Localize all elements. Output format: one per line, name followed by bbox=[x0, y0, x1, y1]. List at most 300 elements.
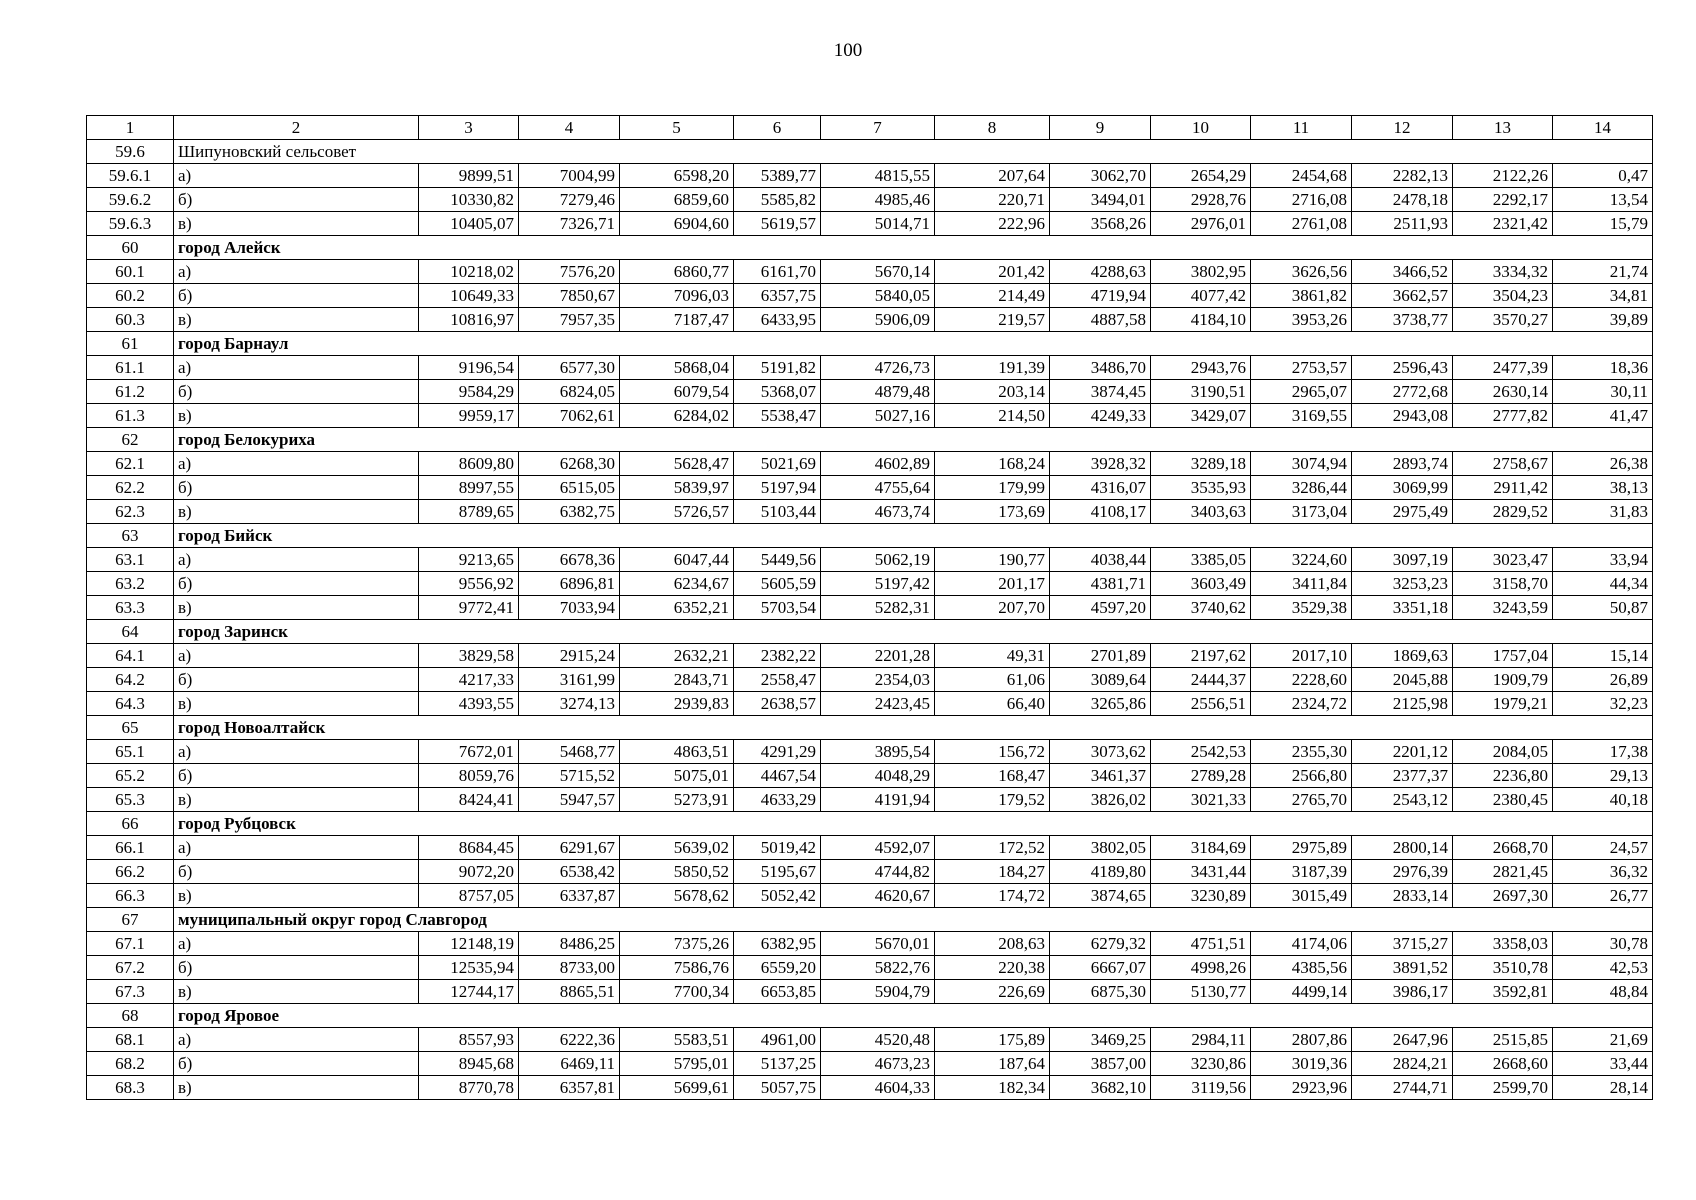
table-row bbox=[87, 476, 1653, 500]
value-cell: 3486,70 bbox=[1050, 356, 1151, 380]
value-cell: 4726,73 bbox=[821, 356, 935, 380]
value-cell: 168,24 bbox=[935, 452, 1050, 476]
row-label: б) bbox=[174, 860, 419, 884]
value-cell: 208,63 bbox=[935, 932, 1050, 956]
value-cell: 2125,98 bbox=[1352, 692, 1453, 716]
value-cell: 24,57 bbox=[1553, 836, 1653, 860]
value-cell: 2292,17 bbox=[1453, 188, 1553, 212]
value-cell: 2380,45 bbox=[1453, 788, 1553, 812]
value-cell: 2807,86 bbox=[1251, 1028, 1352, 1052]
value-cell: 222,96 bbox=[935, 212, 1050, 236]
value-cell: 3184,69 bbox=[1151, 836, 1251, 860]
value-cell: 5605,59 bbox=[734, 572, 821, 596]
row-number: 67.2 bbox=[87, 956, 174, 980]
value-cell: 40,18 bbox=[1553, 788, 1653, 812]
value-cell: 5130,77 bbox=[1151, 980, 1251, 1004]
value-cell: 3411,84 bbox=[1251, 572, 1352, 596]
value-cell: 5389,77 bbox=[734, 164, 821, 188]
section-title: город Рубцовск bbox=[174, 812, 1653, 836]
section-row bbox=[87, 908, 1653, 932]
section-number: 66 bbox=[87, 812, 174, 836]
value-cell: 2596,43 bbox=[1352, 356, 1453, 380]
value-cell: 4288,63 bbox=[1050, 260, 1151, 284]
value-cell: 5678,62 bbox=[620, 884, 734, 908]
value-cell: 1909,79 bbox=[1453, 668, 1553, 692]
value-cell: 2321,42 bbox=[1453, 212, 1553, 236]
row-number: 67.1 bbox=[87, 932, 174, 956]
value-cell: 2638,57 bbox=[734, 692, 821, 716]
value-cell: 4249,33 bbox=[1050, 404, 1151, 428]
value-cell: 184,27 bbox=[935, 860, 1050, 884]
value-cell: 2943,08 bbox=[1352, 404, 1453, 428]
section-title: Шипуновский сельсовет bbox=[174, 140, 1653, 164]
value-cell: 2984,11 bbox=[1151, 1028, 1251, 1052]
value-cell: 2753,57 bbox=[1251, 356, 1352, 380]
value-cell: 3169,55 bbox=[1251, 404, 1352, 428]
value-cell: 5822,76 bbox=[821, 956, 935, 980]
row-label: а) bbox=[174, 1028, 419, 1052]
value-cell: 2197,62 bbox=[1151, 644, 1251, 668]
value-cell: 31,83 bbox=[1553, 500, 1653, 524]
value-cell: 44,34 bbox=[1553, 572, 1653, 596]
table-row bbox=[87, 884, 1653, 908]
value-cell: 5670,14 bbox=[821, 260, 935, 284]
value-cell: 3289,18 bbox=[1151, 452, 1251, 476]
row-label: в) bbox=[174, 884, 419, 908]
section-row bbox=[87, 620, 1653, 644]
row-label: а) bbox=[174, 548, 419, 572]
value-cell: 6382,75 bbox=[519, 500, 620, 524]
value-cell: 7576,20 bbox=[519, 260, 620, 284]
row-label: б) bbox=[174, 284, 419, 308]
value-cell: 3504,23 bbox=[1453, 284, 1553, 308]
value-cell: 5699,61 bbox=[620, 1076, 734, 1100]
value-cell: 3802,05 bbox=[1050, 836, 1151, 860]
row-number: 66.3 bbox=[87, 884, 174, 908]
value-cell: 7062,61 bbox=[519, 404, 620, 428]
value-cell: 15,14 bbox=[1553, 644, 1653, 668]
value-cell: 2355,30 bbox=[1251, 740, 1352, 764]
value-cell: 0,47 bbox=[1553, 164, 1653, 188]
value-cell: 1757,04 bbox=[1453, 644, 1553, 668]
column-number-10: 10 bbox=[1151, 116, 1251, 140]
value-cell: 6859,60 bbox=[620, 188, 734, 212]
value-cell: 7279,46 bbox=[519, 188, 620, 212]
value-cell: 219,57 bbox=[935, 308, 1050, 332]
value-cell: 2382,22 bbox=[734, 644, 821, 668]
value-cell: 32,23 bbox=[1553, 692, 1653, 716]
value-cell: 5795,01 bbox=[620, 1052, 734, 1076]
table-row bbox=[87, 788, 1653, 812]
value-cell: 42,53 bbox=[1553, 956, 1653, 980]
value-cell: 7375,26 bbox=[620, 932, 734, 956]
value-cell: 6079,54 bbox=[620, 380, 734, 404]
row-label: а) bbox=[174, 452, 419, 476]
value-cell: 1869,63 bbox=[1352, 644, 1453, 668]
value-cell: 2201,12 bbox=[1352, 740, 1453, 764]
value-cell: 2943,76 bbox=[1151, 356, 1251, 380]
value-cell: 9584,29 bbox=[419, 380, 519, 404]
value-cell: 4316,07 bbox=[1050, 476, 1151, 500]
table-row bbox=[87, 212, 1653, 236]
value-cell: 2084,05 bbox=[1453, 740, 1553, 764]
value-cell: 2976,01 bbox=[1151, 212, 1251, 236]
value-cell: 4998,26 bbox=[1151, 956, 1251, 980]
value-cell: 5449,56 bbox=[734, 548, 821, 572]
value-cell: 4393,55 bbox=[419, 692, 519, 716]
value-cell: 3230,89 bbox=[1151, 884, 1251, 908]
value-cell: 6382,95 bbox=[734, 932, 821, 956]
value-cell: 3429,07 bbox=[1151, 404, 1251, 428]
value-cell: 4499,14 bbox=[1251, 980, 1352, 1004]
value-cell: 15,79 bbox=[1553, 212, 1653, 236]
value-cell: 2777,82 bbox=[1453, 404, 1553, 428]
section-row bbox=[87, 524, 1653, 548]
row-number: 61.3 bbox=[87, 404, 174, 428]
value-cell: 3097,19 bbox=[1352, 548, 1453, 572]
value-cell: 3265,86 bbox=[1050, 692, 1151, 716]
value-cell: 2558,47 bbox=[734, 668, 821, 692]
value-cell: 2915,24 bbox=[519, 644, 620, 668]
value-cell: 8684,45 bbox=[419, 836, 519, 860]
value-cell: 7586,76 bbox=[620, 956, 734, 980]
value-cell: 10405,07 bbox=[419, 212, 519, 236]
value-cell: 207,70 bbox=[935, 596, 1050, 620]
value-cell: 220,71 bbox=[935, 188, 1050, 212]
row-number: 68.2 bbox=[87, 1052, 174, 1076]
value-cell: 5197,94 bbox=[734, 476, 821, 500]
value-cell: 7700,34 bbox=[620, 980, 734, 1004]
value-cell: 5191,82 bbox=[734, 356, 821, 380]
table-row bbox=[87, 164, 1653, 188]
row-number: 59.6.1 bbox=[87, 164, 174, 188]
value-cell: 2654,29 bbox=[1151, 164, 1251, 188]
row-label: в) bbox=[174, 596, 419, 620]
value-cell: 5850,52 bbox=[620, 860, 734, 884]
value-cell: 5904,79 bbox=[821, 980, 935, 1004]
row-number: 63.1 bbox=[87, 548, 174, 572]
section-row bbox=[87, 716, 1653, 740]
row-label: в) bbox=[174, 500, 419, 524]
value-cell: 6047,44 bbox=[620, 548, 734, 572]
row-label: а) bbox=[174, 932, 419, 956]
value-cell: 220,38 bbox=[935, 956, 1050, 980]
value-cell: 2965,07 bbox=[1251, 380, 1352, 404]
value-cell: 7957,35 bbox=[519, 308, 620, 332]
value-cell: 39,89 bbox=[1553, 308, 1653, 332]
value-cell: 3161,99 bbox=[519, 668, 620, 692]
value-cell: 6598,20 bbox=[620, 164, 734, 188]
value-cell: 3385,05 bbox=[1151, 548, 1251, 572]
value-cell: 3986,17 bbox=[1352, 980, 1453, 1004]
value-cell: 5195,67 bbox=[734, 860, 821, 884]
value-cell: 2354,03 bbox=[821, 668, 935, 692]
value-cell: 3874,65 bbox=[1050, 884, 1151, 908]
value-cell: 3015,49 bbox=[1251, 884, 1352, 908]
value-cell: 17,38 bbox=[1553, 740, 1653, 764]
value-cell: 5583,51 bbox=[620, 1028, 734, 1052]
row-label: б) bbox=[174, 188, 419, 212]
value-cell: 5197,42 bbox=[821, 572, 935, 596]
table-row bbox=[87, 668, 1653, 692]
value-cell: 5052,42 bbox=[734, 884, 821, 908]
value-cell: 4602,89 bbox=[821, 452, 935, 476]
row-number: 64.3 bbox=[87, 692, 174, 716]
value-cell: 36,32 bbox=[1553, 860, 1653, 884]
value-cell: 6268,30 bbox=[519, 452, 620, 476]
section-title: город Новоалтайск bbox=[174, 716, 1653, 740]
table-row bbox=[87, 860, 1653, 884]
row-label: в) bbox=[174, 212, 419, 236]
value-cell: 21,74 bbox=[1553, 260, 1653, 284]
value-cell: 156,72 bbox=[935, 740, 1050, 764]
row-number: 61.1 bbox=[87, 356, 174, 380]
value-cell: 2647,96 bbox=[1352, 1028, 1453, 1052]
value-cell: 5282,31 bbox=[821, 596, 935, 620]
row-label: б) bbox=[174, 956, 419, 980]
page-number: 100 bbox=[833, 40, 863, 61]
value-cell: 5103,44 bbox=[734, 500, 821, 524]
value-cell: 6469,11 bbox=[519, 1052, 620, 1076]
section-number: 64 bbox=[87, 620, 174, 644]
value-cell: 7004,99 bbox=[519, 164, 620, 188]
value-cell: 8557,93 bbox=[419, 1028, 519, 1052]
value-cell: 190,77 bbox=[935, 548, 1050, 572]
value-cell: 5057,75 bbox=[734, 1076, 821, 1100]
section-number: 62 bbox=[87, 428, 174, 452]
table-row bbox=[87, 404, 1653, 428]
value-cell: 8486,25 bbox=[519, 932, 620, 956]
section-number: 59.6 bbox=[87, 140, 174, 164]
value-cell: 3023,47 bbox=[1453, 548, 1553, 572]
table-row bbox=[87, 548, 1653, 572]
value-cell: 26,38 bbox=[1553, 452, 1653, 476]
value-cell: 3715,27 bbox=[1352, 932, 1453, 956]
value-cell: 4174,06 bbox=[1251, 932, 1352, 956]
value-cell: 12535,94 bbox=[419, 956, 519, 980]
value-cell: 2772,68 bbox=[1352, 380, 1453, 404]
value-cell: 5019,42 bbox=[734, 836, 821, 860]
row-number: 60.3 bbox=[87, 308, 174, 332]
value-cell: 6284,02 bbox=[620, 404, 734, 428]
value-cell: 3682,10 bbox=[1050, 1076, 1151, 1100]
value-cell: 3570,27 bbox=[1453, 308, 1553, 332]
table-row bbox=[87, 956, 1653, 980]
value-cell: 3190,51 bbox=[1151, 380, 1251, 404]
column-number-13: 13 bbox=[1453, 116, 1553, 140]
value-cell: 61,06 bbox=[935, 668, 1050, 692]
value-cell: 2975,49 bbox=[1352, 500, 1453, 524]
table-row bbox=[87, 572, 1653, 596]
value-cell: 7850,67 bbox=[519, 284, 620, 308]
value-cell: 3403,63 bbox=[1151, 500, 1251, 524]
value-cell: 3740,62 bbox=[1151, 596, 1251, 620]
value-cell: 7326,71 bbox=[519, 212, 620, 236]
value-cell: 9196,54 bbox=[419, 356, 519, 380]
value-cell: 5628,47 bbox=[620, 452, 734, 476]
value-cell: 8609,80 bbox=[419, 452, 519, 476]
value-cell: 203,14 bbox=[935, 380, 1050, 404]
row-number: 63.3 bbox=[87, 596, 174, 620]
table-row bbox=[87, 1052, 1653, 1076]
value-cell: 3224,60 bbox=[1251, 548, 1352, 572]
value-cell: 201,42 bbox=[935, 260, 1050, 284]
table-row bbox=[87, 260, 1653, 284]
value-cell: 2716,08 bbox=[1251, 188, 1352, 212]
value-cell: 5075,01 bbox=[620, 764, 734, 788]
table-row bbox=[87, 356, 1653, 380]
row-number: 66.1 bbox=[87, 836, 174, 860]
section-row bbox=[87, 812, 1653, 836]
column-number-1: 1 bbox=[87, 116, 174, 140]
column-number-8: 8 bbox=[935, 116, 1050, 140]
value-cell: 5639,02 bbox=[620, 836, 734, 860]
value-cell: 18,36 bbox=[1553, 356, 1653, 380]
value-cell: 6161,70 bbox=[734, 260, 821, 284]
section-number: 60 bbox=[87, 236, 174, 260]
row-number: 61.2 bbox=[87, 380, 174, 404]
value-cell: 5062,19 bbox=[821, 548, 935, 572]
value-cell: 3953,26 bbox=[1251, 308, 1352, 332]
value-cell: 4755,64 bbox=[821, 476, 935, 500]
row-number: 64.1 bbox=[87, 644, 174, 668]
column-number-9: 9 bbox=[1050, 116, 1151, 140]
value-cell: 4189,80 bbox=[1050, 860, 1151, 884]
row-label: в) bbox=[174, 692, 419, 716]
row-label: б) bbox=[174, 476, 419, 500]
column-number-5: 5 bbox=[620, 116, 734, 140]
value-cell: 3826,02 bbox=[1050, 788, 1151, 812]
value-cell: 214,50 bbox=[935, 404, 1050, 428]
value-cell: 214,49 bbox=[935, 284, 1050, 308]
value-cell: 6904,60 bbox=[620, 212, 734, 236]
table-row bbox=[87, 284, 1653, 308]
value-cell: 2923,96 bbox=[1251, 1076, 1352, 1100]
value-cell: 3469,25 bbox=[1050, 1028, 1151, 1052]
value-cell: 6653,85 bbox=[734, 980, 821, 1004]
value-cell: 5715,52 bbox=[519, 764, 620, 788]
row-number: 60.1 bbox=[87, 260, 174, 284]
section-title: город Бийск bbox=[174, 524, 1653, 548]
table-row bbox=[87, 380, 1653, 404]
value-cell: 168,47 bbox=[935, 764, 1050, 788]
section-title: город Яровое bbox=[174, 1004, 1653, 1028]
value-cell: 2236,80 bbox=[1453, 764, 1553, 788]
table-row bbox=[87, 452, 1653, 476]
value-cell: 2478,18 bbox=[1352, 188, 1453, 212]
value-cell: 3626,56 bbox=[1251, 260, 1352, 284]
value-cell: 4217,33 bbox=[419, 668, 519, 692]
section-title: город Алейск bbox=[174, 236, 1653, 260]
section-row bbox=[87, 332, 1653, 356]
value-cell: 29,13 bbox=[1553, 764, 1653, 788]
section-title: город Белокуриха bbox=[174, 428, 1653, 452]
value-cell: 3062,70 bbox=[1050, 164, 1151, 188]
value-cell: 5906,09 bbox=[821, 308, 935, 332]
value-cell: 7187,47 bbox=[620, 308, 734, 332]
value-cell: 3928,32 bbox=[1050, 452, 1151, 476]
value-cell: 9772,41 bbox=[419, 596, 519, 620]
value-cell: 6433,95 bbox=[734, 308, 821, 332]
value-cell: 4381,71 bbox=[1050, 572, 1151, 596]
row-label: б) bbox=[174, 380, 419, 404]
value-cell: 3243,59 bbox=[1453, 596, 1553, 620]
value-cell: 4751,51 bbox=[1151, 932, 1251, 956]
value-cell: 5840,05 bbox=[821, 284, 935, 308]
row-number: 65.1 bbox=[87, 740, 174, 764]
column-number-11: 11 bbox=[1251, 116, 1352, 140]
value-cell: 9899,51 bbox=[419, 164, 519, 188]
value-cell: 2228,60 bbox=[1251, 668, 1352, 692]
value-cell: 9072,20 bbox=[419, 860, 519, 884]
value-cell: 5585,82 bbox=[734, 188, 821, 212]
value-cell: 6577,30 bbox=[519, 356, 620, 380]
value-cell: 50,87 bbox=[1553, 596, 1653, 620]
value-cell: 2045,88 bbox=[1352, 668, 1453, 692]
value-cell: 66,40 bbox=[935, 692, 1050, 716]
value-cell: 207,64 bbox=[935, 164, 1050, 188]
column-number-6: 6 bbox=[734, 116, 821, 140]
value-cell: 3592,81 bbox=[1453, 980, 1553, 1004]
value-cell: 2542,53 bbox=[1151, 740, 1251, 764]
value-cell: 2829,52 bbox=[1453, 500, 1553, 524]
table-row bbox=[87, 1028, 1653, 1052]
value-cell: 12148,19 bbox=[419, 932, 519, 956]
value-cell: 26,89 bbox=[1553, 668, 1653, 692]
value-cell: 2515,85 bbox=[1453, 1028, 1553, 1052]
row-label: а) bbox=[174, 356, 419, 380]
value-cell: 6352,21 bbox=[620, 596, 734, 620]
section-number: 63 bbox=[87, 524, 174, 548]
value-cell: 6222,36 bbox=[519, 1028, 620, 1052]
value-cell: 3158,70 bbox=[1453, 572, 1553, 596]
row-number: 68.3 bbox=[87, 1076, 174, 1100]
value-cell: 4184,10 bbox=[1151, 308, 1251, 332]
value-cell: 5027,16 bbox=[821, 404, 935, 428]
row-number: 67.3 bbox=[87, 980, 174, 1004]
row-label: в) bbox=[174, 980, 419, 1004]
value-cell: 191,39 bbox=[935, 356, 1050, 380]
value-cell: 3286,44 bbox=[1251, 476, 1352, 500]
row-label: б) bbox=[174, 764, 419, 788]
row-number: 62.2 bbox=[87, 476, 174, 500]
value-cell: 3603,49 bbox=[1151, 572, 1251, 596]
value-cell: 6559,20 bbox=[734, 956, 821, 980]
value-cell: 6667,07 bbox=[1050, 956, 1151, 980]
value-cell: 8059,76 bbox=[419, 764, 519, 788]
value-cell: 201,17 bbox=[935, 572, 1050, 596]
value-cell: 2556,51 bbox=[1151, 692, 1251, 716]
value-cell: 3662,57 bbox=[1352, 284, 1453, 308]
value-cell: 3173,04 bbox=[1251, 500, 1352, 524]
value-cell: 6515,05 bbox=[519, 476, 620, 500]
value-cell: 6896,81 bbox=[519, 572, 620, 596]
value-cell: 10649,33 bbox=[419, 284, 519, 308]
value-cell: 8424,41 bbox=[419, 788, 519, 812]
section-title: город Барнаул bbox=[174, 332, 1653, 356]
value-cell: 5947,57 bbox=[519, 788, 620, 812]
value-cell: 6357,75 bbox=[734, 284, 821, 308]
column-number-row bbox=[87, 116, 1653, 140]
value-cell: 4719,94 bbox=[1050, 284, 1151, 308]
value-cell: 41,47 bbox=[1553, 404, 1653, 428]
value-cell: 28,14 bbox=[1553, 1076, 1653, 1100]
value-cell: 2824,21 bbox=[1352, 1052, 1453, 1076]
value-cell: 2789,28 bbox=[1151, 764, 1251, 788]
value-cell: 2566,80 bbox=[1251, 764, 1352, 788]
value-cell: 4592,07 bbox=[821, 836, 935, 860]
value-cell: 173,69 bbox=[935, 500, 1050, 524]
